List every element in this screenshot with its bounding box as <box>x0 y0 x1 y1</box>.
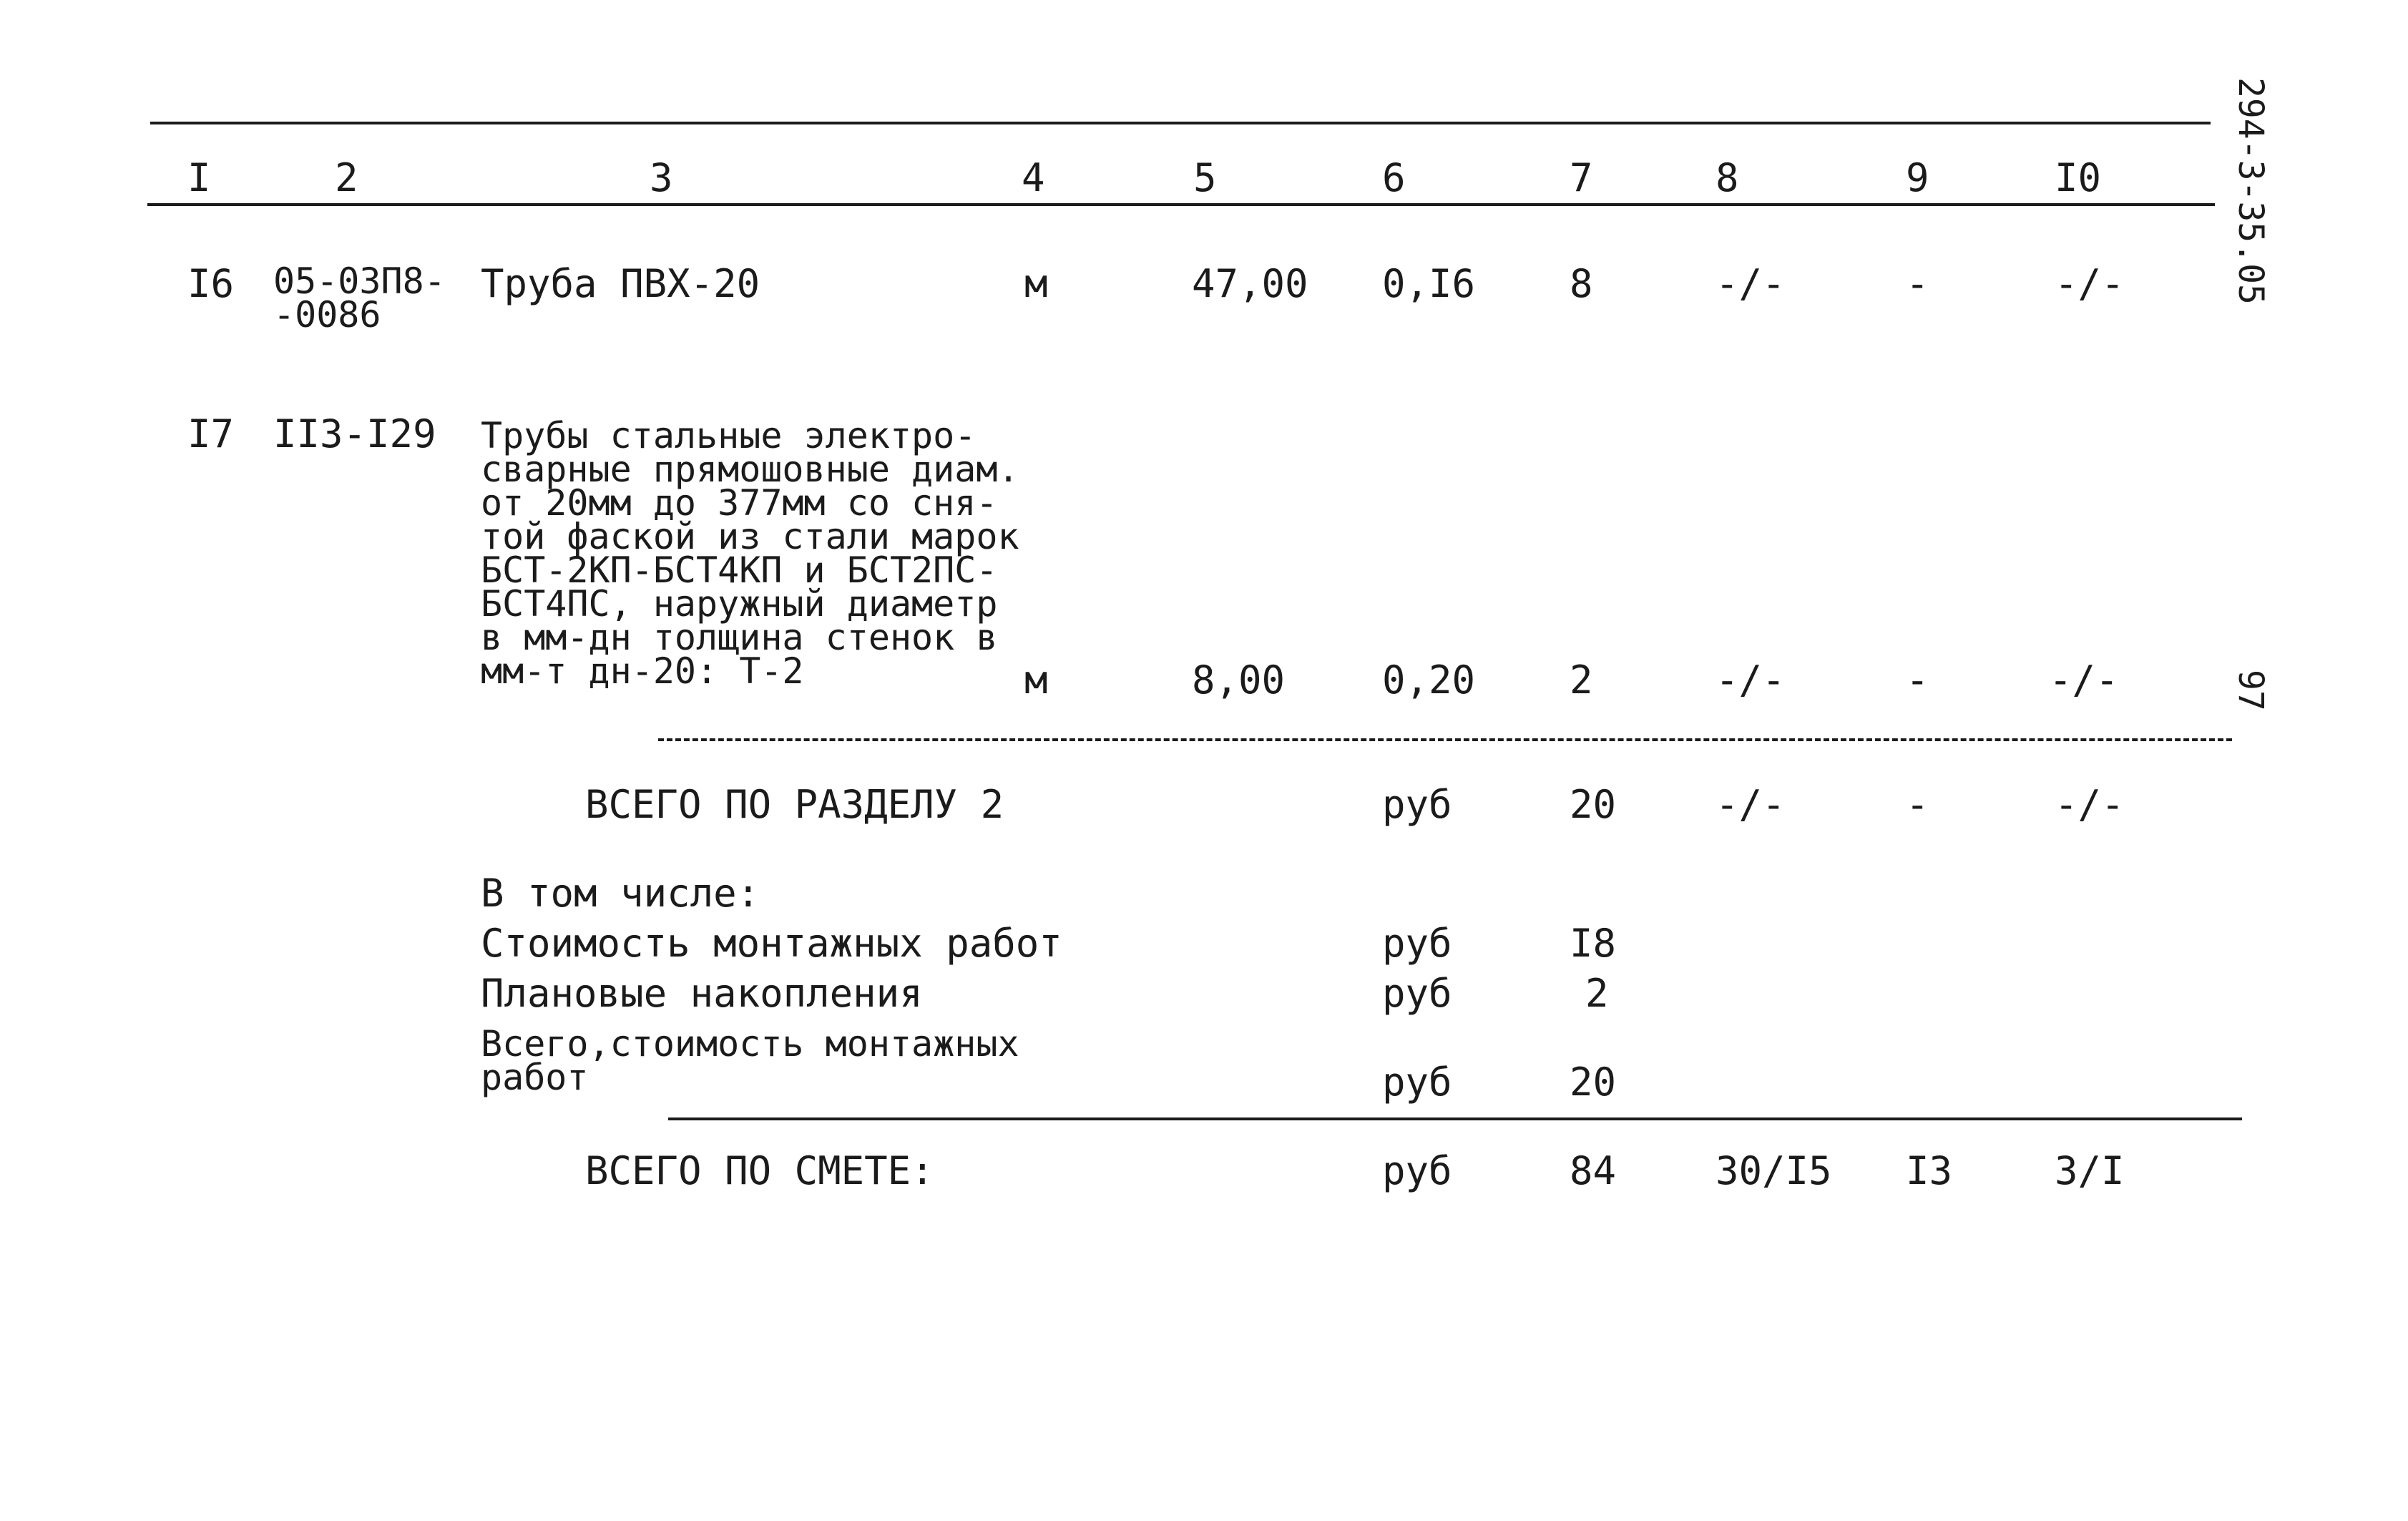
row-17-name: Трубы стальные электро- сварные прямошовные диам. от 20мм до 377мм со сня- той фаской из стали марок БСТ-2КП-БСТ4КП и БСТ2ПС- БСТ4ПС, наружный диаметр в мм-дн толщина стенок в мм-т дн-20: Т-2 <box>481 415 1019 692</box>
grand-total-divider <box>668 1117 2242 1120</box>
grand-total-unit: руб <box>1382 1148 1452 1193</box>
col-header-6: 6 <box>1382 155 1406 200</box>
section-total-col8: -/- <box>1716 782 1786 827</box>
row-16-code: 05-03П8- -0086 <box>273 260 446 336</box>
including-label: В том числе: <box>481 871 760 916</box>
col-header-8: 8 <box>1716 155 1739 200</box>
row-16-number: I6 <box>187 261 235 306</box>
document-code: 294-3-35.05 <box>2231 77 2271 305</box>
grand-total-value: 84 <box>1570 1148 1617 1193</box>
col-header-2: 2 <box>335 155 358 200</box>
col-header-1: I <box>187 155 211 200</box>
row-17-col9: - <box>1906 657 1929 703</box>
row-16-col10: -/- <box>2055 261 2125 306</box>
row-16-unit: м <box>1024 261 1048 306</box>
section-divider <box>658 738 2232 741</box>
including-item-assembly-label: Стоимость монтажных работ <box>481 921 1062 966</box>
col-header-5: 5 <box>1193 155 1217 200</box>
row-17-code: II3-I29 <box>273 411 436 456</box>
section-total-value: 20 <box>1570 782 1617 827</box>
row-16-qty: 47,00 <box>1192 261 1308 306</box>
row-16-col9: - <box>1906 261 1929 306</box>
row-17-number: I7 <box>187 411 235 456</box>
grand-total-label: ВСЕГО ПО СМЕТЕ: <box>585 1148 934 1193</box>
including-item-total-value: 20 <box>1570 1060 1617 1105</box>
col-header-4: 4 <box>1022 155 1045 200</box>
including-item-planned-unit: руб <box>1382 971 1452 1016</box>
row-17-total: 2 <box>1570 657 1593 703</box>
section-total-unit: руб <box>1382 782 1452 827</box>
col-header-10: I0 <box>2055 155 2102 200</box>
row-16-col8: -/- <box>1716 261 1786 306</box>
row-16-total: 8 <box>1570 261 1593 306</box>
col-header-9: 9 <box>1906 155 1929 200</box>
section-total-col10: -/- <box>2055 782 2125 827</box>
grand-total-col10: 3/I <box>2055 1148 2125 1193</box>
including-item-planned-label: Плановые накопления <box>481 971 923 1016</box>
row-17-col10: -/- <box>2049 657 2119 703</box>
page-number: 97 <box>2231 670 2271 711</box>
including-item-assembly-value: I8 <box>1570 921 1617 966</box>
row-17-qty: 8,00 <box>1192 657 1286 703</box>
row-16-name: Труба ПВХ-20 <box>481 261 760 306</box>
grand-total-col9: I3 <box>1906 1148 1953 1193</box>
table-top-border <box>150 122 2211 124</box>
grand-total-col8: 30/I5 <box>1716 1148 1832 1193</box>
col-header-3: 3 <box>650 155 673 200</box>
col-header-7: 7 <box>1570 155 1593 200</box>
row-16-price: 0,I6 <box>1382 261 1476 306</box>
row-17-unit: м <box>1024 657 1048 703</box>
including-item-assembly-unit: руб <box>1382 921 1452 966</box>
including-item-planned-value: 2 <box>1585 971 1609 1016</box>
including-item-total-label: Всего,стоимость монтажных работ <box>481 1023 1019 1098</box>
section-total-col9: - <box>1906 782 1929 827</box>
row-17-col8: -/- <box>1716 657 1786 703</box>
row-17-price: 0,20 <box>1382 657 1476 703</box>
header-bottom-border <box>147 203 2215 206</box>
including-item-total-unit: руб <box>1382 1060 1452 1105</box>
section-total-label: ВСЕГО ПО РАЗДЕЛУ 2 <box>585 782 1004 827</box>
